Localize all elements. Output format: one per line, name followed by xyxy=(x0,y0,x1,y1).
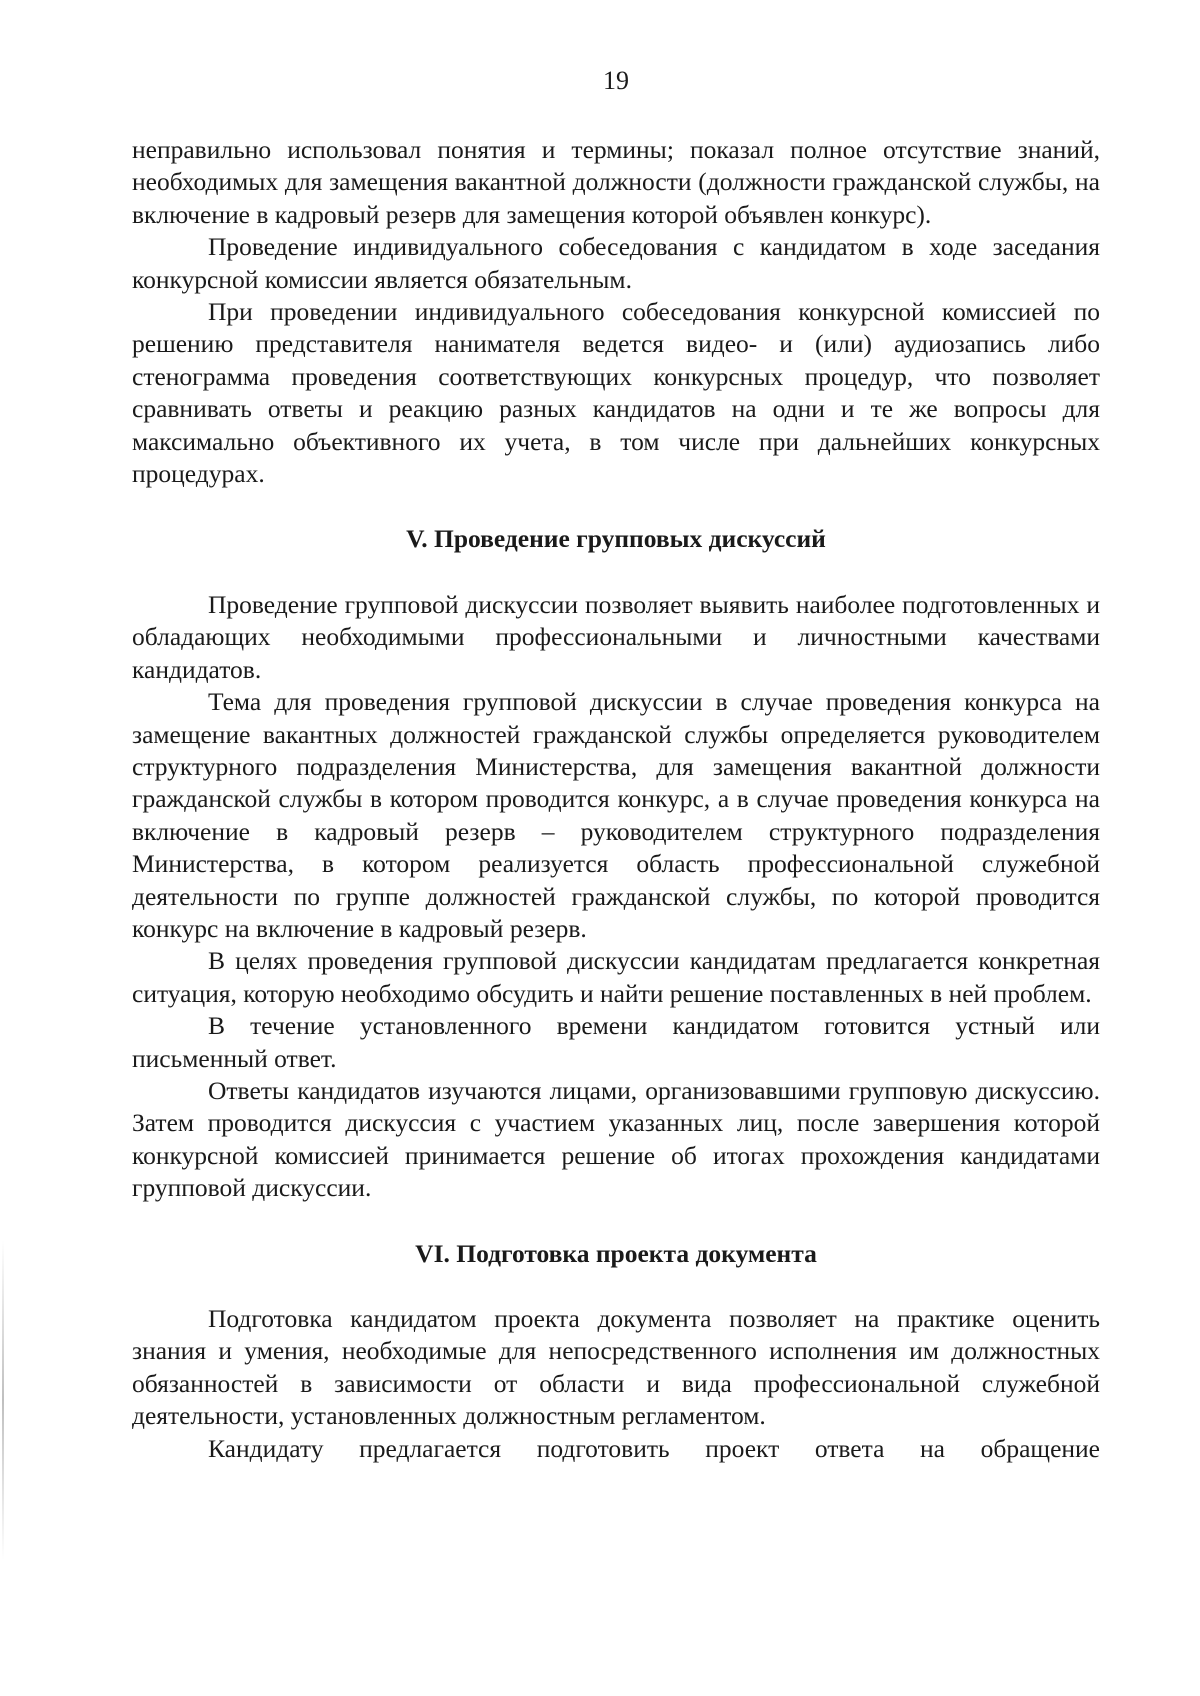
spacer xyxy=(132,1205,1100,1238)
document-body xyxy=(132,134,1100,1465)
paragraph-section5-1: Проведение групповой дискуссии позволяет выявить наиболее подготовленных и обладающих необходимыми профессиональными и личностными качествами кандидатов. xyxy=(132,589,1100,684)
paragraph-section5-2: Тема для проведения групповой дискуссии в случае проведения конкурса на замещение вакантных должностей гражданской службы определяется руководителем структурного подразделения Министерства, для замещения вакантной должности гражданской службы в котором проводится конкурс, а в случае проведения конкурса на включение в кадровый резерв – руководителем структурного подразделения Министерства, в котором реализуется область профессиональной служебной деятельности по группе должностей гражданской службы, по которой проводится конкурс на включение в кадровый резерв. xyxy=(132,687,1100,943)
section-heading-v: V. Проведение групповых дискуссий xyxy=(406,524,826,554)
paragraph-interview-mandatory: Проведение индивидуального собеседования с кандидатом в ходе заседания конкурсной комиссии является обязательным. xyxy=(132,232,1100,294)
paragraph-section5-5: Ответы кандидатов изучаются лицами, организовавшими групповую дискуссию. Затем проводится дискуссия с участием указанных лиц, после завершения которой конкурсной комиссией принимается решение об итогах прохождения кандидатами групповой дискуссии. xyxy=(132,1075,1100,1203)
spacer xyxy=(132,490,1100,523)
scan-edge-shadow xyxy=(2,1240,4,1560)
paragraph-section6-2: Кандидату предлагается подготовить проект ответа на обращение xyxy=(208,1433,1100,1463)
spacer xyxy=(132,556,1100,589)
paragraph-continued: неправильно использовал понятия и термины; показал полное отсутствие знаний, необходимых для замещения вакантной должности (должности гражданской службы, на включение в кадровый резерв для замещения которой объявлен конкурс). xyxy=(132,135,1100,229)
page-number: 19 xyxy=(603,66,629,95)
paragraph-section5-3: В целях проведения групповой дискуссии кандидатам предлагается конкретная ситуация, которую необходимо обсудить и найти решение поставленных в ней проблем. xyxy=(132,946,1100,1008)
spacer xyxy=(132,1270,1100,1303)
document-page xyxy=(132,0,1100,1696)
section-heading-vi: VI. Подготовка проекта документа xyxy=(415,1238,817,1268)
paragraph-section5-4: В течение установленного времени кандидатом готовится устный или письменный ответ. xyxy=(132,1011,1100,1073)
paragraph-section6-1: Подготовка кандидатом проекта документа позволяет на практике оценить знания и умения, необходимые для непосредственного исполнения им должностных обязанностей в зависимости от области и вида профессиональной служебной деятельности, установленных должностным регламентом. xyxy=(132,1304,1100,1431)
paragraph-interview-recording: При проведении индивидуального собеседования конкурсной комиссией по решению представителя нанимателя ведется видео- и (или) аудиозапись либо стенограмма проведения соответствующих конкурсных процедур, что позволяет сравнивать ответы и реакцию разных кандидатов на одни и те же вопросы для максимально объективного их учета, в том числе при дальнейших конкурсных процедурах. xyxy=(132,297,1100,489)
